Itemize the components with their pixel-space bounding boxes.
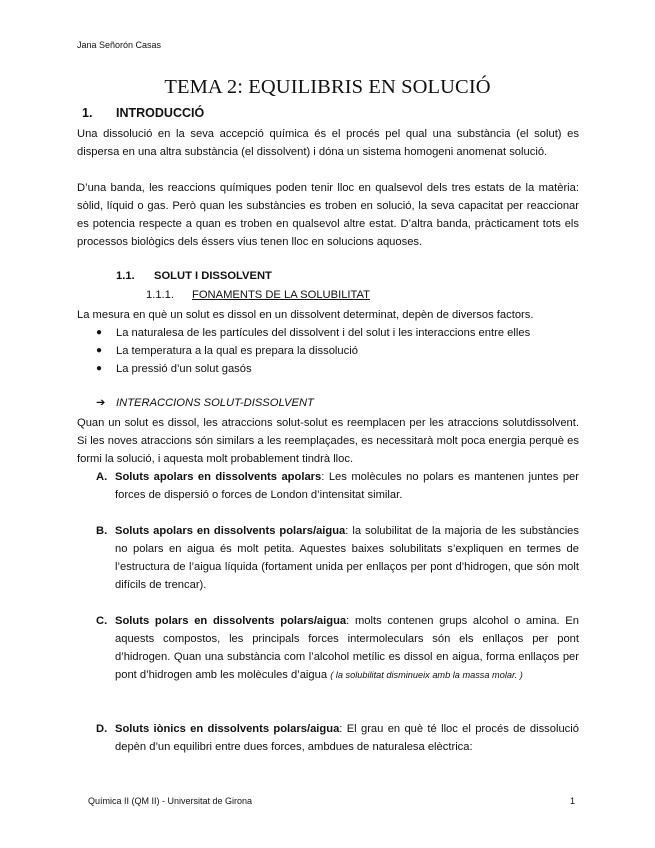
item-text: : molts contenen grups alcohol o amina. En aquests compostos, les principals forces intermoleculars són els enllaços per pont d’hidrogen. Quan una substància com l’alcohol metílic es dissol en aigua, forma enllaços per pont d’hidrogen amb les molècules d’aigua <box>115 615 579 681</box>
section-1-heading <box>82 106 204 120</box>
bullet-icon: ● <box>96 363 103 374</box>
interactions-paragraph: Quan un solut es dissol, les atraccions solut-solut es reemplacen per les atraccions solutdissolvent. Si les noves atraccions són similars a les reemplaçades, es necessitarà molt poca energia perquè es formi la solució, i aquesta molt probablement tindrà lloc. <box>77 417 579 465</box>
item-title: Soluts polars en dissolvents polars/aigua <box>115 615 347 627</box>
interactions-heading <box>96 396 314 409</box>
section-1-1-title: SOLUT I DISSOLVENT <box>154 270 272 282</box>
list-item-text: La temperatura a la qual es prepara la dissolució <box>116 345 358 357</box>
factors-list <box>96 324 530 378</box>
list-item-text: La pressió d’un solut gasós <box>116 363 252 375</box>
list-item <box>96 360 530 378</box>
interaction-item-d <box>96 720 579 756</box>
item-text: : la solubilitat de la majoria de les substàncies no polars en aigua és molt petita. Aquestes baixes solubilitats s’expliquen en termes de l’estructura de l’aigua líquida (fortament unida per enllaços per pont d’hidrogen, que són molt difícils de trencar). <box>115 525 579 591</box>
item-letter: A. <box>96 471 108 483</box>
arrow-right-icon: ➔ <box>96 397 106 409</box>
section-1-number: 1. <box>82 106 93 120</box>
item-letter: B. <box>96 525 108 537</box>
section-1-title: INTRODUCCIÓ <box>116 106 205 120</box>
list-item-text: La naturalesa de les partícules del dissolvent i del solut i les interaccions entre elles <box>116 327 531 339</box>
item-letter: D. <box>96 723 108 735</box>
item-text: : El grau en què té lloc el procés de dissolució depèn d’un equilibri entre dues forces, ambdues de naturalesa elèctrica: <box>115 723 579 753</box>
interaction-item-a <box>96 468 579 504</box>
item-body <box>115 522 579 594</box>
section-1-1-number: 1.1. <box>116 270 135 282</box>
item-title: Soluts apolars en dissolvents apolars <box>115 471 322 483</box>
item-letter: C. <box>96 615 108 627</box>
item-title: Soluts iònics en dissolvents polars/aigua <box>115 723 340 735</box>
item-title: Soluts apolars en dissolvents polars/aigua <box>115 525 346 537</box>
section-1-1-1-number: 1.1.1. <box>146 289 174 301</box>
page-title: TEMA 2: EQUILIBRIS EN SOLUCIÓ <box>164 76 491 98</box>
solubility-intro: La mesura en què un solut es dissol en un dissolvent determinat, depèn de diversos factors. <box>77 309 534 321</box>
item-text: : Les molècules no polars es mantenen juntes per forces de dispersió o forces de London d’intensitat similar. <box>115 471 579 501</box>
bullet-icon: ● <box>96 345 103 356</box>
list-item <box>96 324 530 342</box>
intro-paragraph-2: D’una banda, les reaccions químiques poden tenir lloc en qualsevol dels tres estats de la matèria: sòlid, líquid o gas. Però quan les substàncies es troben en solució, la seva capacitat per reaccionar es potencia respecte a quan es troben en qualsevol altre estat. D’altra banda, pràcticament tots els processos biològics dels éssers vius tenen lloc en solucions aquoses. <box>77 182 579 248</box>
page-number: 1 <box>570 796 576 806</box>
list-item <box>96 342 530 360</box>
footer-course: Química II (QM II) - Universitat de Girona <box>88 796 253 806</box>
interaction-item-b <box>96 522 579 594</box>
item-note: ( la solubilitat disminueix amb la massa molar. ) <box>330 670 523 680</box>
header-author: Jana Señorón Casas <box>77 40 162 50</box>
interactions-title: INTERACCIONS SOLUT-DISSOLVENT <box>116 397 314 409</box>
interaction-item-c <box>96 612 579 684</box>
bullet-icon: ● <box>96 327 103 338</box>
item-body <box>115 468 579 504</box>
section-1-1-1-heading <box>146 289 370 301</box>
intro-paragraph-1: Una dissolució en la seva accepció química és el procés pel qual una substància (el solut) es dispersa en una altra substància (el dissolvent) i dóna un sistema homogeni anomenat solució. <box>77 128 579 158</box>
item-body <box>115 612 579 684</box>
section-1-1-1-title: FONAMENTS DE LA SOLUBILITAT <box>192 289 370 301</box>
item-body <box>115 720 579 756</box>
section-1-1-heading <box>116 270 272 282</box>
